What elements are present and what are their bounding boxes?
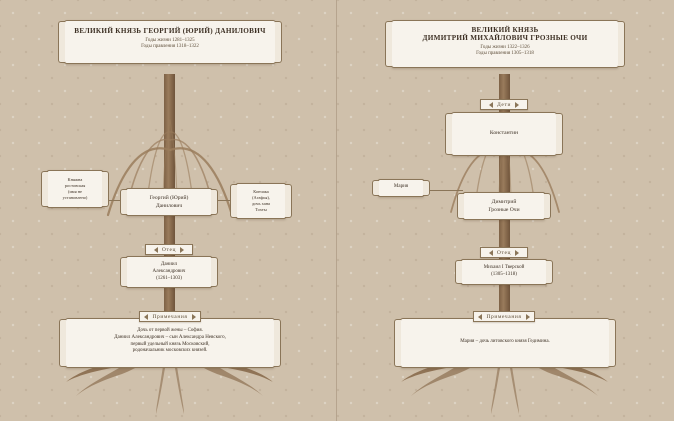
left-spouse-rostov-line4: установлено) [62,194,88,200]
right-header-box [391,20,619,68]
left-header-reign: Годы правления 1318–1322 [141,44,199,49]
right-notes-caret-left-icon [478,314,482,320]
right-notes-ribbon [473,311,535,322]
right-father-ribbon-label: Отец [496,250,512,256]
right-father-line1: Михаил I Тверской [483,265,525,270]
left-father-line3: (1261–1303) [156,275,182,281]
left-header-box [64,20,276,64]
left-notes-line1: Дочь от первой жены – София. [137,328,203,333]
right-notes-box [400,318,610,368]
right-spouse-box [378,179,424,197]
left-father-caret-left-icon [154,247,158,253]
right-panel [337,0,674,421]
right-father-caret-right-icon [515,250,519,256]
left-notes-ribbon [139,311,201,322]
right-person-box [463,192,545,220]
right-father-caret-left-icon [489,250,493,256]
right-notes-caret-right-icon [526,314,530,320]
right-notes-line1: Мария – дочь литовского князя Гедимина. [460,339,550,344]
right-father-line2: (1305–1318) [491,271,517,277]
right-header-title-line1: ВЕЛИКИЙ КНЯЗЬ [471,26,539,34]
right-spouse-connector [425,190,463,191]
left-father-line2: Александрович [152,268,186,274]
left-father-line1: Даниил [160,262,178,267]
right-child-name: Константин [489,130,519,136]
right-children-caret-left-icon [489,102,493,108]
left-notes-ribbon-label: Примечания [152,314,188,320]
left-notes-caret-right-icon [192,314,196,320]
left-person-line1: Георгий (Юрий) [149,195,189,201]
right-father-box [461,259,547,285]
right-father-ribbon [480,247,528,258]
right-person-line1: Димитрий [491,199,517,205]
right-spouse-name: Мария [393,184,409,189]
left-spouse-konchaka-line3: дочь хана [251,200,270,206]
left-spouse-konchaka-box [236,183,286,219]
left-header-title: ВЕЛИКИЙ КНЯЗЬ ГЕОРГИЙ (ЮРИЙ) ДАНИЛОВИЧ [74,27,266,35]
left-father-box [126,256,212,288]
right-children-ribbon-label: Дети [497,102,512,108]
left-spouse-rostov-line1: Княжна [67,177,83,182]
left-father-ribbon [145,244,193,255]
left-notes-line3: первый удельный князь Московский, [130,341,210,347]
left-spouse-konchaka-line1: Кончака [253,189,269,194]
left-spouse-konchaka-line2: (Агафья), [252,194,270,200]
right-children-ribbon [480,99,528,110]
right-children-caret-right-icon [515,102,519,108]
right-person-line2: Грозные Очи [488,206,520,213]
left-father-caret-right-icon [180,247,184,253]
left-notes-box [65,318,275,368]
right-header-title-line2: ДИМИТРИЙ МИХАЙЛОВИЧ ГРОЗНЫЕ ОЧИ [422,34,588,42]
left-notes-line2: Даниил Александрович – сын Александра Невского, [114,334,226,340]
right-child-box [451,112,557,156]
right-header-reign: Годы правления 1305–1318 [476,51,534,56]
left-spouse-rostov-line3: (имя не [67,188,82,194]
right-header-life: Годы жизни 1322–1326 [480,45,530,50]
left-notes-line4: родоначальник московских князей. [132,348,208,354]
left-notes-caret-left-icon [144,314,148,320]
left-spouse-rostov-line2: ростовская [64,182,86,188]
left-header-life: Годы жизни 1281–1325 [145,38,195,43]
left-spouse-rostov-box [47,170,103,208]
left-person-line2: Данилович [155,202,183,209]
left-spouse-konchaka-line4: Тохты [255,206,267,212]
left-father-ribbon-label: Отец [161,247,177,253]
left-person-box [126,188,212,216]
right-notes-ribbon-label: Примечания [486,314,522,320]
